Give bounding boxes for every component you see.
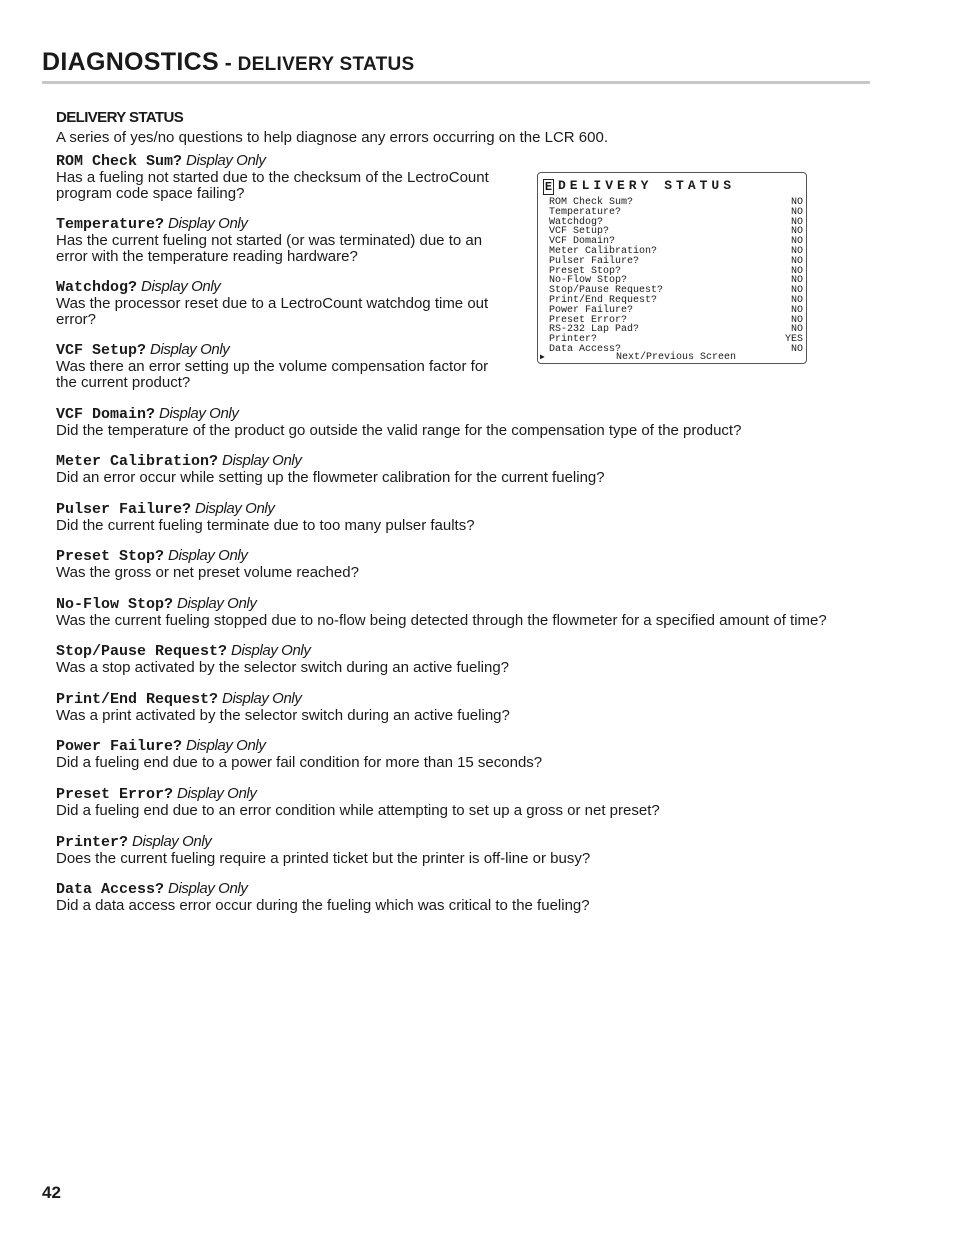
field-description: Did an error occur while setting up the flowmeter calibration for the current fueling? bbox=[56, 469, 605, 486]
field-label: Pulser Failure? bbox=[56, 501, 192, 518]
lcd-row-value: NO bbox=[790, 236, 803, 248]
header-rule bbox=[42, 81, 870, 84]
field-note: Display Only bbox=[231, 642, 311, 659]
field-description: Was a print activated by the selector switch during an active fueling? bbox=[56, 707, 510, 724]
field-note: Display Only bbox=[195, 500, 275, 517]
field-label: Meter Calibration? bbox=[56, 453, 219, 470]
field-print-end-request bbox=[56, 691, 510, 724]
field-description: Did a fueling end due to an error condition while attempting to set up a gross or net preset? bbox=[56, 802, 660, 819]
lcd-row-label: Data Access? bbox=[549, 343, 622, 355]
lcd-row-label: Meter Calibration? bbox=[549, 245, 658, 257]
lcd-row-label: Preset Error? bbox=[549, 314, 628, 326]
field-stop-pause-request bbox=[56, 643, 509, 676]
field-printer bbox=[56, 834, 590, 867]
lcd-row-value: NO bbox=[790, 265, 803, 277]
field-description: Did the temperature of the product go outside the valid range for the compensation type of the product? bbox=[56, 422, 742, 439]
field-description: Did the current fueling terminate due to too many pulser faults? bbox=[56, 517, 475, 534]
field-description: Was a stop activated by the selector switch during an active fueling? bbox=[56, 659, 510, 676]
lcd-row-value: NO bbox=[790, 255, 803, 267]
lcd-row-value: NO bbox=[790, 343, 803, 355]
lcd-row-value: NO bbox=[790, 314, 803, 326]
field-description: Has a fueling not started due to the checksum of the LectroCount program code space failing? bbox=[56, 169, 489, 202]
field-label: Power Failure? bbox=[56, 738, 183, 755]
page-header bbox=[42, 48, 870, 84]
lcd-row-value: NO bbox=[790, 285, 803, 297]
field-note: Display Only bbox=[168, 880, 248, 897]
lcd-row-label: Watchdog? bbox=[549, 216, 604, 228]
field-description: Was the current fueling stopped due to no-flow being detected through the flowmeter for a specified amount of time? bbox=[56, 612, 827, 629]
lcd-row-label: VCF Domain? bbox=[549, 236, 616, 248]
field-label: ROM Check Sum? bbox=[56, 153, 183, 170]
field-note: Display Only bbox=[168, 547, 248, 564]
title-sub: DELIVERY STATUS bbox=[237, 54, 415, 75]
lcd-row-label: Temperature? bbox=[549, 206, 622, 218]
lcd-title: DELIVERY STATUS bbox=[558, 178, 736, 193]
lcd-row-value: NO bbox=[790, 245, 803, 257]
title-separator: - bbox=[218, 52, 238, 75]
lcd-rows bbox=[549, 198, 803, 355]
field-vcf-domain bbox=[56, 406, 741, 439]
lcd-row-label: ROM Check Sum? bbox=[549, 197, 634, 208]
field-description: Did a data access error occur during the fueling which was critical to the fueling? bbox=[56, 897, 590, 914]
field-rom-check-sum bbox=[56, 153, 496, 202]
arrow-right-icon: ▶ bbox=[540, 353, 545, 362]
field-temperature bbox=[56, 216, 496, 265]
lcd-row-value: NO bbox=[790, 275, 803, 287]
field-note: Display Only bbox=[177, 785, 257, 802]
field-note: Display Only bbox=[150, 341, 230, 358]
field-description: Was the processor reset due to a LectroCount watchdog time out error? bbox=[56, 295, 489, 328]
lcd-row-value: NO bbox=[790, 304, 803, 316]
page-title bbox=[42, 48, 870, 80]
field-label: Temperature? bbox=[56, 216, 165, 233]
field-description: Does the current fueling require a printed ticket but the printer is off-line or busy? bbox=[56, 850, 591, 867]
field-note: Display Only bbox=[222, 690, 302, 707]
lcd-screen bbox=[537, 172, 807, 364]
lcd-row-value: YES bbox=[784, 334, 803, 346]
field-note: Display Only bbox=[159, 405, 239, 422]
field-note: Display Only bbox=[132, 833, 212, 850]
section-heading: DELIVERY STATUS bbox=[56, 109, 184, 126]
field-description: Did a fueling end due to a power fail condition for more than 15 seconds? bbox=[56, 754, 543, 771]
lcd-row-label: Preset Stop? bbox=[549, 265, 622, 277]
lcd-row-value: NO bbox=[790, 216, 803, 228]
field-no-flow-stop bbox=[56, 596, 827, 629]
field-data-access bbox=[56, 881, 590, 914]
lcd-row-value: NO bbox=[790, 226, 803, 238]
field-note: Display Only bbox=[168, 215, 248, 232]
lcd-nav-hint: Next/Previous Screen bbox=[616, 352, 737, 363]
lcd-row-label: Print/End Request? bbox=[549, 294, 658, 306]
field-label: VCF Setup? bbox=[56, 342, 147, 359]
field-label: No-Flow Stop? bbox=[56, 596, 174, 613]
field-preset-error bbox=[56, 786, 660, 819]
lcd-row-label: RS-232 Lap Pad? bbox=[549, 324, 640, 336]
title-main: DIAGNOSTICS bbox=[42, 48, 219, 76]
field-note: Display Only bbox=[141, 278, 221, 295]
lcd-mode-icon: E bbox=[544, 180, 553, 194]
field-preset-stop bbox=[56, 548, 359, 581]
field-description: Was there an error setting up the volume compensation factor for the current product? bbox=[56, 358, 489, 391]
field-label: Preset Error? bbox=[56, 786, 174, 803]
field-label: Data Access? bbox=[56, 881, 165, 898]
field-label: VCF Domain? bbox=[56, 406, 156, 423]
field-note: Display Only bbox=[186, 152, 266, 169]
field-note: Display Only bbox=[186, 737, 266, 754]
lcd-row-label: Stop/Pause Request? bbox=[549, 285, 664, 297]
page-number: 42 bbox=[42, 1183, 61, 1202]
lcd-row-value: NO bbox=[790, 197, 803, 208]
lcd-row-label: Printer? bbox=[549, 334, 598, 346]
lcd-row-value: NO bbox=[790, 206, 803, 218]
field-pulser-failure bbox=[56, 501, 475, 534]
lcd-row-label: Pulser Failure? bbox=[549, 255, 640, 267]
field-meter-calibration bbox=[56, 453, 605, 486]
field-note: Display Only bbox=[177, 595, 257, 612]
lcd-row-label: No-Flow Stop? bbox=[549, 275, 628, 287]
lcd-row-value: NO bbox=[790, 324, 803, 336]
field-description: Was the gross or net preset volume reached? bbox=[56, 564, 359, 581]
field-label: Stop/Pause Request? bbox=[56, 643, 228, 660]
field-power-failure bbox=[56, 738, 542, 771]
field-watchdog bbox=[56, 279, 496, 328]
lcd-row-value: NO bbox=[790, 294, 803, 306]
field-label: Printer? bbox=[56, 834, 129, 851]
field-label: Print/End Request? bbox=[56, 691, 219, 708]
field-label: Watchdog? bbox=[56, 279, 138, 296]
field-vcf-setup bbox=[56, 342, 496, 391]
lcd-row-label: VCF Setup? bbox=[549, 226, 610, 238]
field-label: Preset Stop? bbox=[56, 548, 165, 565]
section-intro: A series of yes/no questions to help diagnose any errors occurring on the LCR 600. bbox=[56, 129, 608, 146]
field-description: Has the current fueling not started (or was terminated) due to an error with the temperature reading hardware? bbox=[56, 232, 483, 265]
lcd-row-label: Power Failure? bbox=[549, 304, 634, 316]
field-note: Display Only bbox=[222, 452, 302, 469]
